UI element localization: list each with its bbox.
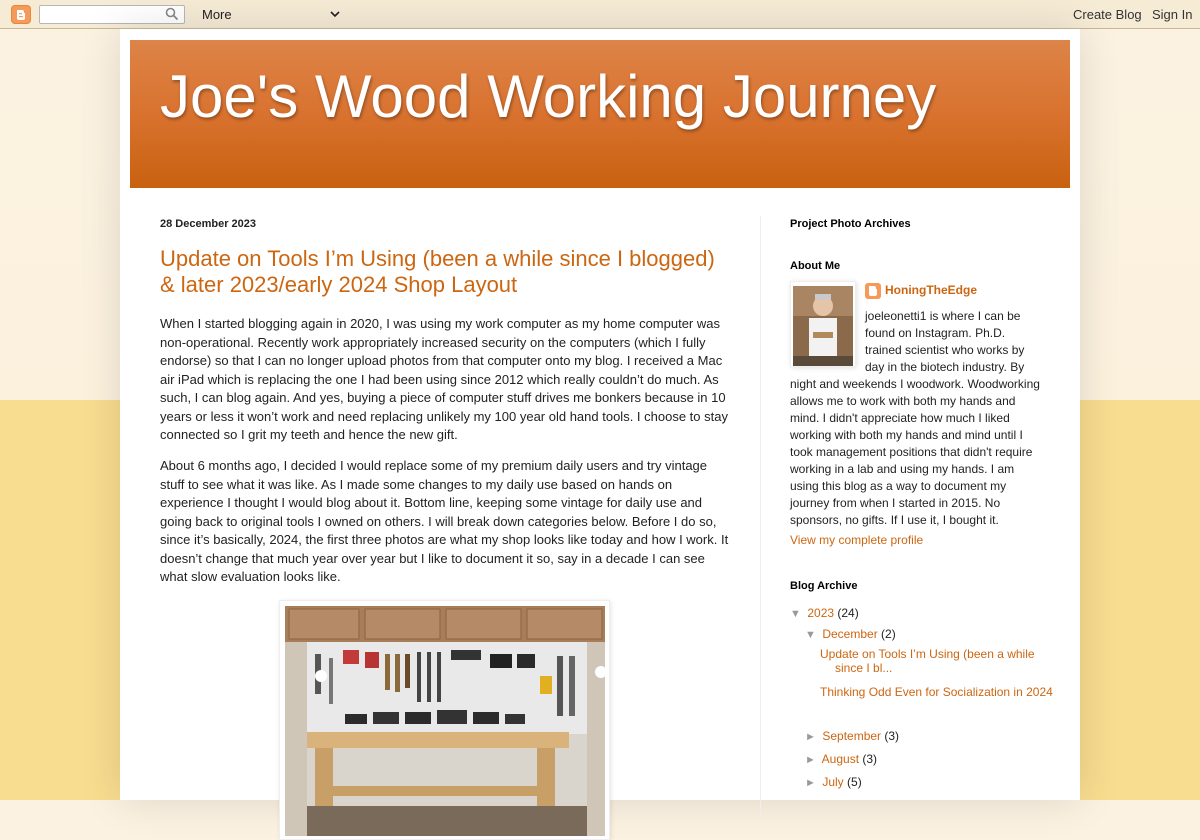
expand-toggle-icon[interactable]: ► xyxy=(805,754,816,766)
profile-description-text: joeleonetti1 is where I can be found on Instagram. Ph.D. trained scientist who works by day in the biotech industry. By night and weekends I woodwork. Woodworking allows me to work with both my hands and mind. I didn't appreciate how much I liked working with both my hands and mind until I took management positions that didn't require working in a lab and using my hands. I am using this blog as a way to document my journey from when I started in 2015. No sponsors, no gifts. If I use it, I bought it. xyxy=(790,309,1040,527)
archive-month-link[interactable]: December xyxy=(822,627,878,641)
archive-count: (2) xyxy=(881,627,896,641)
post-paragraph: About 6 months ago, I decided I would replace some of my premium daily users and try vintage stuff to see what it was like. As I made some changes to my daily use based on hands on experience I thought I would blog about it. Bottom line, keeping some vintage for daily use and going back to original tools I owned on others. I will break down categories below. Before I do so, since it’s basically, 2024, the first three photos are what my shop looks like today and how I work. It doesn’t change that much year over year but I like to document it so, say in a decade I can see what slow evaluation looks like. xyxy=(160,458,729,584)
archive-month-link[interactable]: July xyxy=(822,775,844,789)
content-outer xyxy=(120,29,1080,800)
archive-count: (24) xyxy=(837,606,859,620)
archive-month-december xyxy=(805,627,896,641)
about-me-heading: About Me xyxy=(790,260,841,272)
chevron-down-icon xyxy=(330,5,340,29)
search-icon[interactable] xyxy=(165,7,181,23)
expand-toggle-icon[interactable]: ► xyxy=(805,777,816,789)
expand-toggle-icon[interactable]: ► xyxy=(805,731,816,743)
archive-year-2023 xyxy=(790,606,859,620)
archive-count: (3) xyxy=(862,752,878,766)
shop-photo[interactable] xyxy=(285,606,605,836)
more-dropdown[interactable] xyxy=(196,5,346,24)
archive-post-link[interactable]: Update on Tools I’m Using (been a while since I bl... xyxy=(820,647,1035,675)
blog-title[interactable]: Joe's Wood Working Journey xyxy=(160,63,937,130)
archive-post-link[interactable]: Thinking Odd Even for Socialization in 2024 xyxy=(820,685,1053,699)
column-divider xyxy=(760,216,761,816)
expand-toggle-icon[interactable]: ▼ xyxy=(790,608,801,620)
archive-month-august xyxy=(805,752,877,766)
archive-count: (3) xyxy=(884,729,900,743)
archive-month-link[interactable]: September xyxy=(822,729,882,743)
search-input[interactable] xyxy=(39,5,185,24)
profile-name-link[interactable]: HoningTheEdge xyxy=(885,283,977,297)
create-blog-link[interactable]: Create Blog xyxy=(1073,7,1142,22)
post-photo-frame[interactable] xyxy=(279,600,610,840)
blog-header xyxy=(130,40,1070,188)
sign-in-link[interactable]: Sign In xyxy=(1152,7,1193,22)
blogger-logo-icon[interactable] xyxy=(11,5,31,24)
archive-year-link[interactable]: 2023 xyxy=(807,606,835,620)
profile-description xyxy=(790,308,1042,529)
archive-month-july xyxy=(805,775,862,789)
blog-archive-heading: Blog Archive xyxy=(790,580,858,592)
project-archives-heading: Project Photo Archives xyxy=(790,218,911,230)
more-dropdown-label: More xyxy=(202,7,232,22)
archive-count: (5) xyxy=(847,775,862,789)
archive-month-september xyxy=(805,729,899,743)
post-title[interactable]: Update on Tools I’m Using (been a while since I blogged) & later 2023/early 2024 Shop Layout xyxy=(160,246,715,297)
post-paragraph: When I started blogging again in 2020, I was using my work computer as my home computer was non-operational. Recently work appropriately increased security on the computers (which I fully endorse) so that I can no longer upload photos from that computer onto my blog. I received a Mac air iPad which is replacing the one I had been using since 2012 which really couldn’t do much. As such, I can blog again. And yes, buying a piece of computer stuff drives me bonkers because in 10 years or less it won’t work and need replacing unlikely my 100 year old hand tools. I choose to stay connected so I grit my teeth and hence the new gift. xyxy=(160,316,728,442)
blogger-navbar xyxy=(0,0,1200,29)
expand-toggle-icon[interactable]: ▼ xyxy=(805,629,816,641)
post-date: 28 December 2023 xyxy=(160,218,257,230)
view-profile-link[interactable]: View my complete profile xyxy=(790,533,924,547)
archive-month-link[interactable]: August xyxy=(821,752,860,766)
blogger-profile-icon xyxy=(865,283,881,299)
